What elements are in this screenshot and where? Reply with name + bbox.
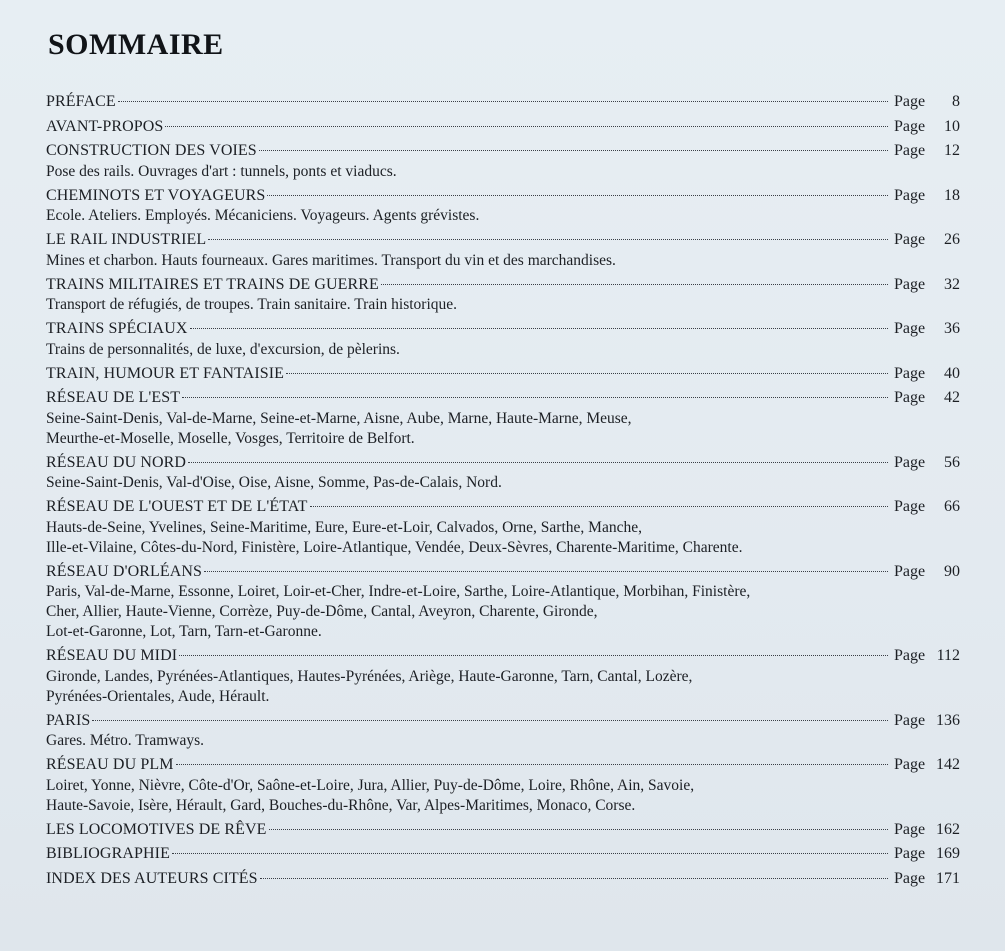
page-label: Page: [894, 117, 926, 135]
toc-entry-row: [46, 753, 960, 778]
page-label: Page: [894, 869, 926, 887]
page-label: Page: [894, 142, 926, 159]
page-reference: [894, 709, 960, 734]
page-label: Page: [894, 186, 926, 204]
dot-leader: [165, 126, 888, 127]
toc-entry-row: [46, 273, 960, 298]
page-number: 142: [936, 756, 960, 773]
page-number: 10: [944, 117, 960, 135]
page-label: Page: [894, 231, 926, 248]
page-reference: [894, 842, 960, 867]
page-number: 171: [936, 869, 960, 887]
toc-heading: RÉSEAU DE L'OUEST ET DE L'ÉTAT: [46, 498, 308, 515]
toc-entry: [46, 139, 960, 182]
dot-leader: [204, 571, 888, 572]
page-number: 42: [944, 389, 960, 406]
dot-leader: [172, 853, 888, 854]
page-reference: [894, 184, 960, 209]
toc-entry: [46, 451, 960, 494]
page-label: Page: [894, 647, 926, 664]
dot-leader: [176, 764, 888, 765]
page-label: Page: [894, 820, 926, 838]
table-of-contents: [46, 90, 960, 891]
page-number: 66: [944, 498, 960, 515]
toc-entry-row: [46, 317, 960, 342]
toc-heading: AVANT-PROPOS: [46, 117, 164, 135]
toc-description-line: Loiret, Yonne, Nièvre, Côte-d'Or, Saône-et-Loire, Jura, Allier, Puy-de-Dôme, Loire, Rhône, Ain, Savoie,: [46, 776, 695, 794]
page-reference: [894, 362, 960, 387]
page-reference: [894, 273, 960, 298]
toc-description-line: Gares. Métro. Tramways.: [46, 732, 204, 749]
toc-entry-row: [46, 139, 960, 164]
page-reference: [894, 867, 960, 892]
page-reference: [894, 115, 960, 140]
toc-entry-row: [46, 495, 960, 520]
toc-description-line: Haute-Savoie, Isère, Hérault, Gard, Bouches-du-Rhône, Var, Alpes-Maritimes, Monaco, Corse.: [46, 796, 636, 814]
dot-leader: [188, 462, 888, 463]
toc-description: [46, 776, 960, 816]
page-label: Page: [894, 364, 926, 382]
toc-description: [46, 518, 960, 558]
toc-entry: [46, 709, 960, 752]
toc-description: [46, 731, 960, 751]
toc-description: [46, 251, 960, 271]
page-number: 8: [952, 93, 960, 110]
dot-leader: [179, 655, 888, 656]
page-number: 18: [944, 186, 960, 204]
toc-heading: RÉSEAU D'ORLÉANS: [46, 562, 203, 580]
toc-entry-row: [46, 184, 960, 209]
page-reference: [894, 644, 960, 669]
toc-description: [46, 295, 960, 315]
page-number: 112: [936, 647, 960, 664]
toc-entry: [46, 644, 960, 707]
toc-entry-row: [46, 818, 960, 843]
dot-leader: [260, 878, 888, 879]
toc-description: [46, 409, 960, 449]
dot-leader: [259, 150, 888, 151]
toc-heading: LE RAIL INDUSTRIEL: [46, 231, 207, 248]
dot-leader: [267, 195, 888, 196]
toc-heading: PARIS: [46, 711, 91, 729]
toc-entry-row: [46, 362, 960, 387]
toc-entry: [46, 495, 960, 558]
dot-leader: [182, 397, 888, 398]
page-number: 26: [944, 231, 960, 248]
page-label: Page: [894, 562, 926, 580]
toc-description-line: Gironde, Landes, Pyrénées-Atlantiques, Hautes-Pyrénées, Ariège, Haute-Garonne, Tarn, Cantal, Lozère,: [46, 667, 693, 685]
page-label: Page: [894, 845, 926, 862]
page-reference: [894, 386, 960, 411]
toc-heading: RÉSEAU DU MIDI: [46, 647, 178, 664]
dot-leader: [190, 328, 888, 329]
toc-entry-row: [46, 560, 960, 585]
toc-entry: [46, 560, 960, 643]
page-number: 40: [944, 364, 960, 382]
toc-entry-row: [46, 90, 960, 115]
toc-description: [46, 582, 960, 642]
toc-description-line: Ecole. Ateliers. Employés. Mécaniciens. Voyageurs. Agents grévistes.: [46, 207, 480, 224]
page-number: 32: [944, 275, 960, 293]
page-reference: [894, 753, 960, 778]
page-label: Page: [894, 320, 926, 337]
page-label: Page: [894, 498, 926, 515]
toc-description-line: Paris, Val-de-Marne, Essonne, Loiret, Loir-et-Cher, Indre-et-Loire, Sarthe, Loire-Atlantique, Morbihan, Finistère,: [46, 583, 751, 600]
toc-entry: [46, 273, 960, 316]
toc-description-line: Hauts-de-Seine, Yvelines, Seine-Maritime, Eure, Eure-et-Loir, Calvados, Orne, Sarthe, Manche,: [46, 518, 642, 536]
toc-heading: CONSTRUCTION DES VOIES: [46, 142, 257, 159]
toc-heading: TRAIN, HUMOUR ET FANTAISIE: [46, 364, 285, 382]
page-title: SOMMAIRE: [48, 28, 224, 61]
toc-description-line: Lot-et-Garonne, Lot, Tarn, Tarn-et-Garonne.: [46, 623, 322, 640]
toc-entry: [46, 184, 960, 227]
toc-entry-row: [46, 644, 960, 669]
toc-description-line: Transport de réfugiés, de troupes. Train sanitaire. Train historique.: [46, 296, 457, 313]
toc-entry: [46, 386, 960, 449]
page-number: 36: [944, 320, 960, 337]
page-number: 169: [936, 845, 960, 862]
toc-description-line: Pyrénées-Orientales, Aude, Hérault.: [46, 687, 270, 705]
toc-description-line: Ille-et-Vilaine, Côtes-du-Nord, Finistère, Loire-Atlantique, Vendée, Deux-Sèvres, Charente-Maritime, Charente.: [46, 538, 743, 556]
dot-leader: [208, 239, 888, 240]
toc-heading: BIBLIOGRAPHIE: [46, 845, 170, 862]
page-reference: [894, 317, 960, 342]
toc-description-line: Pose des rails. Ouvrages d'art : tunnels, ponts et viaducs.: [46, 162, 397, 180]
toc-description: [46, 206, 960, 226]
page-reference: [894, 228, 960, 253]
toc-description: [46, 667, 960, 707]
toc-description-line: Seine-Saint-Denis, Val-d'Oise, Oise, Aisne, Somme, Pas-de-Calais, Nord.: [46, 474, 502, 491]
toc-heading: LES LOCOMOTIVES DE RÊVE: [46, 820, 267, 838]
toc-description-line: Trains de personnalités, de luxe, d'excursion, de pèlerins.: [46, 340, 400, 358]
page-number: 136: [936, 711, 960, 729]
toc-entry-row: [46, 451, 960, 476]
page-number: 12: [944, 142, 960, 159]
toc-heading: TRAINS MILITAIRES ET TRAINS DE GUERRE: [46, 275, 379, 293]
toc-heading: INDEX DES AUTEURS CITÉS: [46, 869, 258, 887]
page-reference: [894, 818, 960, 843]
dot-leader: [118, 101, 888, 102]
toc-description: [46, 473, 960, 493]
page-reference: [894, 495, 960, 520]
toc-heading: RÉSEAU DU PLM: [46, 756, 174, 773]
toc-heading: TRAINS SPÉCIAUX: [46, 320, 188, 337]
page-number: 56: [944, 453, 960, 471]
page-label: Page: [894, 756, 926, 773]
toc-heading: RÉSEAU DE L'EST: [46, 389, 181, 406]
toc-entry: [46, 867, 960, 892]
page-number: 90: [944, 562, 960, 580]
page-label: Page: [894, 93, 926, 110]
page-label: Page: [894, 275, 926, 293]
page-label: Page: [894, 453, 926, 471]
toc-entry-row: [46, 386, 960, 411]
toc-heading: CHEMINOTS ET VOYAGEURS: [46, 186, 266, 204]
page-reference: [894, 451, 960, 476]
toc-description-line: Meurthe-et-Moselle, Moselle, Vosges, Territoire de Belfort.: [46, 429, 415, 447]
toc-entry: [46, 362, 960, 387]
toc-description: [46, 340, 960, 360]
toc-description: [46, 162, 960, 182]
toc-heading: RÉSEAU DU NORD: [46, 453, 187, 471]
toc-entry: [46, 317, 960, 360]
toc-entry: [46, 753, 960, 816]
page-reference: [894, 90, 960, 115]
toc-entry-row: [46, 709, 960, 734]
toc-entry-row: [46, 842, 960, 867]
page-number: 162: [936, 820, 960, 838]
page-reference: [894, 560, 960, 585]
toc-entry-row: [46, 115, 960, 140]
toc-entry: [46, 115, 960, 140]
dot-leader: [310, 506, 888, 507]
toc-heading: PRÉFACE: [46, 93, 116, 110]
toc-entry: [46, 90, 960, 115]
page-label: Page: [894, 389, 926, 406]
toc-description-line: Seine-Saint-Denis, Val-de-Marne, Seine-et-Marne, Aisne, Aube, Marne, Haute-Marne, Meuse,: [46, 409, 632, 427]
toc-entry: [46, 842, 960, 867]
dot-leader: [381, 284, 888, 285]
toc-description-line: Cher, Allier, Haute-Vienne, Corrèze, Puy-de-Dôme, Cantal, Aveyron, Charente, Gironde,: [46, 603, 598, 620]
page-reference: [894, 139, 960, 164]
toc-description-line: Mines et charbon. Hauts fourneaux. Gares maritimes. Transport du vin et des marchandises.: [46, 251, 616, 269]
page-label: Page: [894, 711, 926, 729]
toc-entry-row: [46, 228, 960, 253]
toc-entry: [46, 818, 960, 843]
dot-leader: [286, 373, 888, 374]
toc-entry: [46, 228, 960, 271]
dot-leader: [92, 720, 888, 721]
dot-leader: [269, 829, 888, 830]
toc-entry-row: [46, 867, 960, 892]
